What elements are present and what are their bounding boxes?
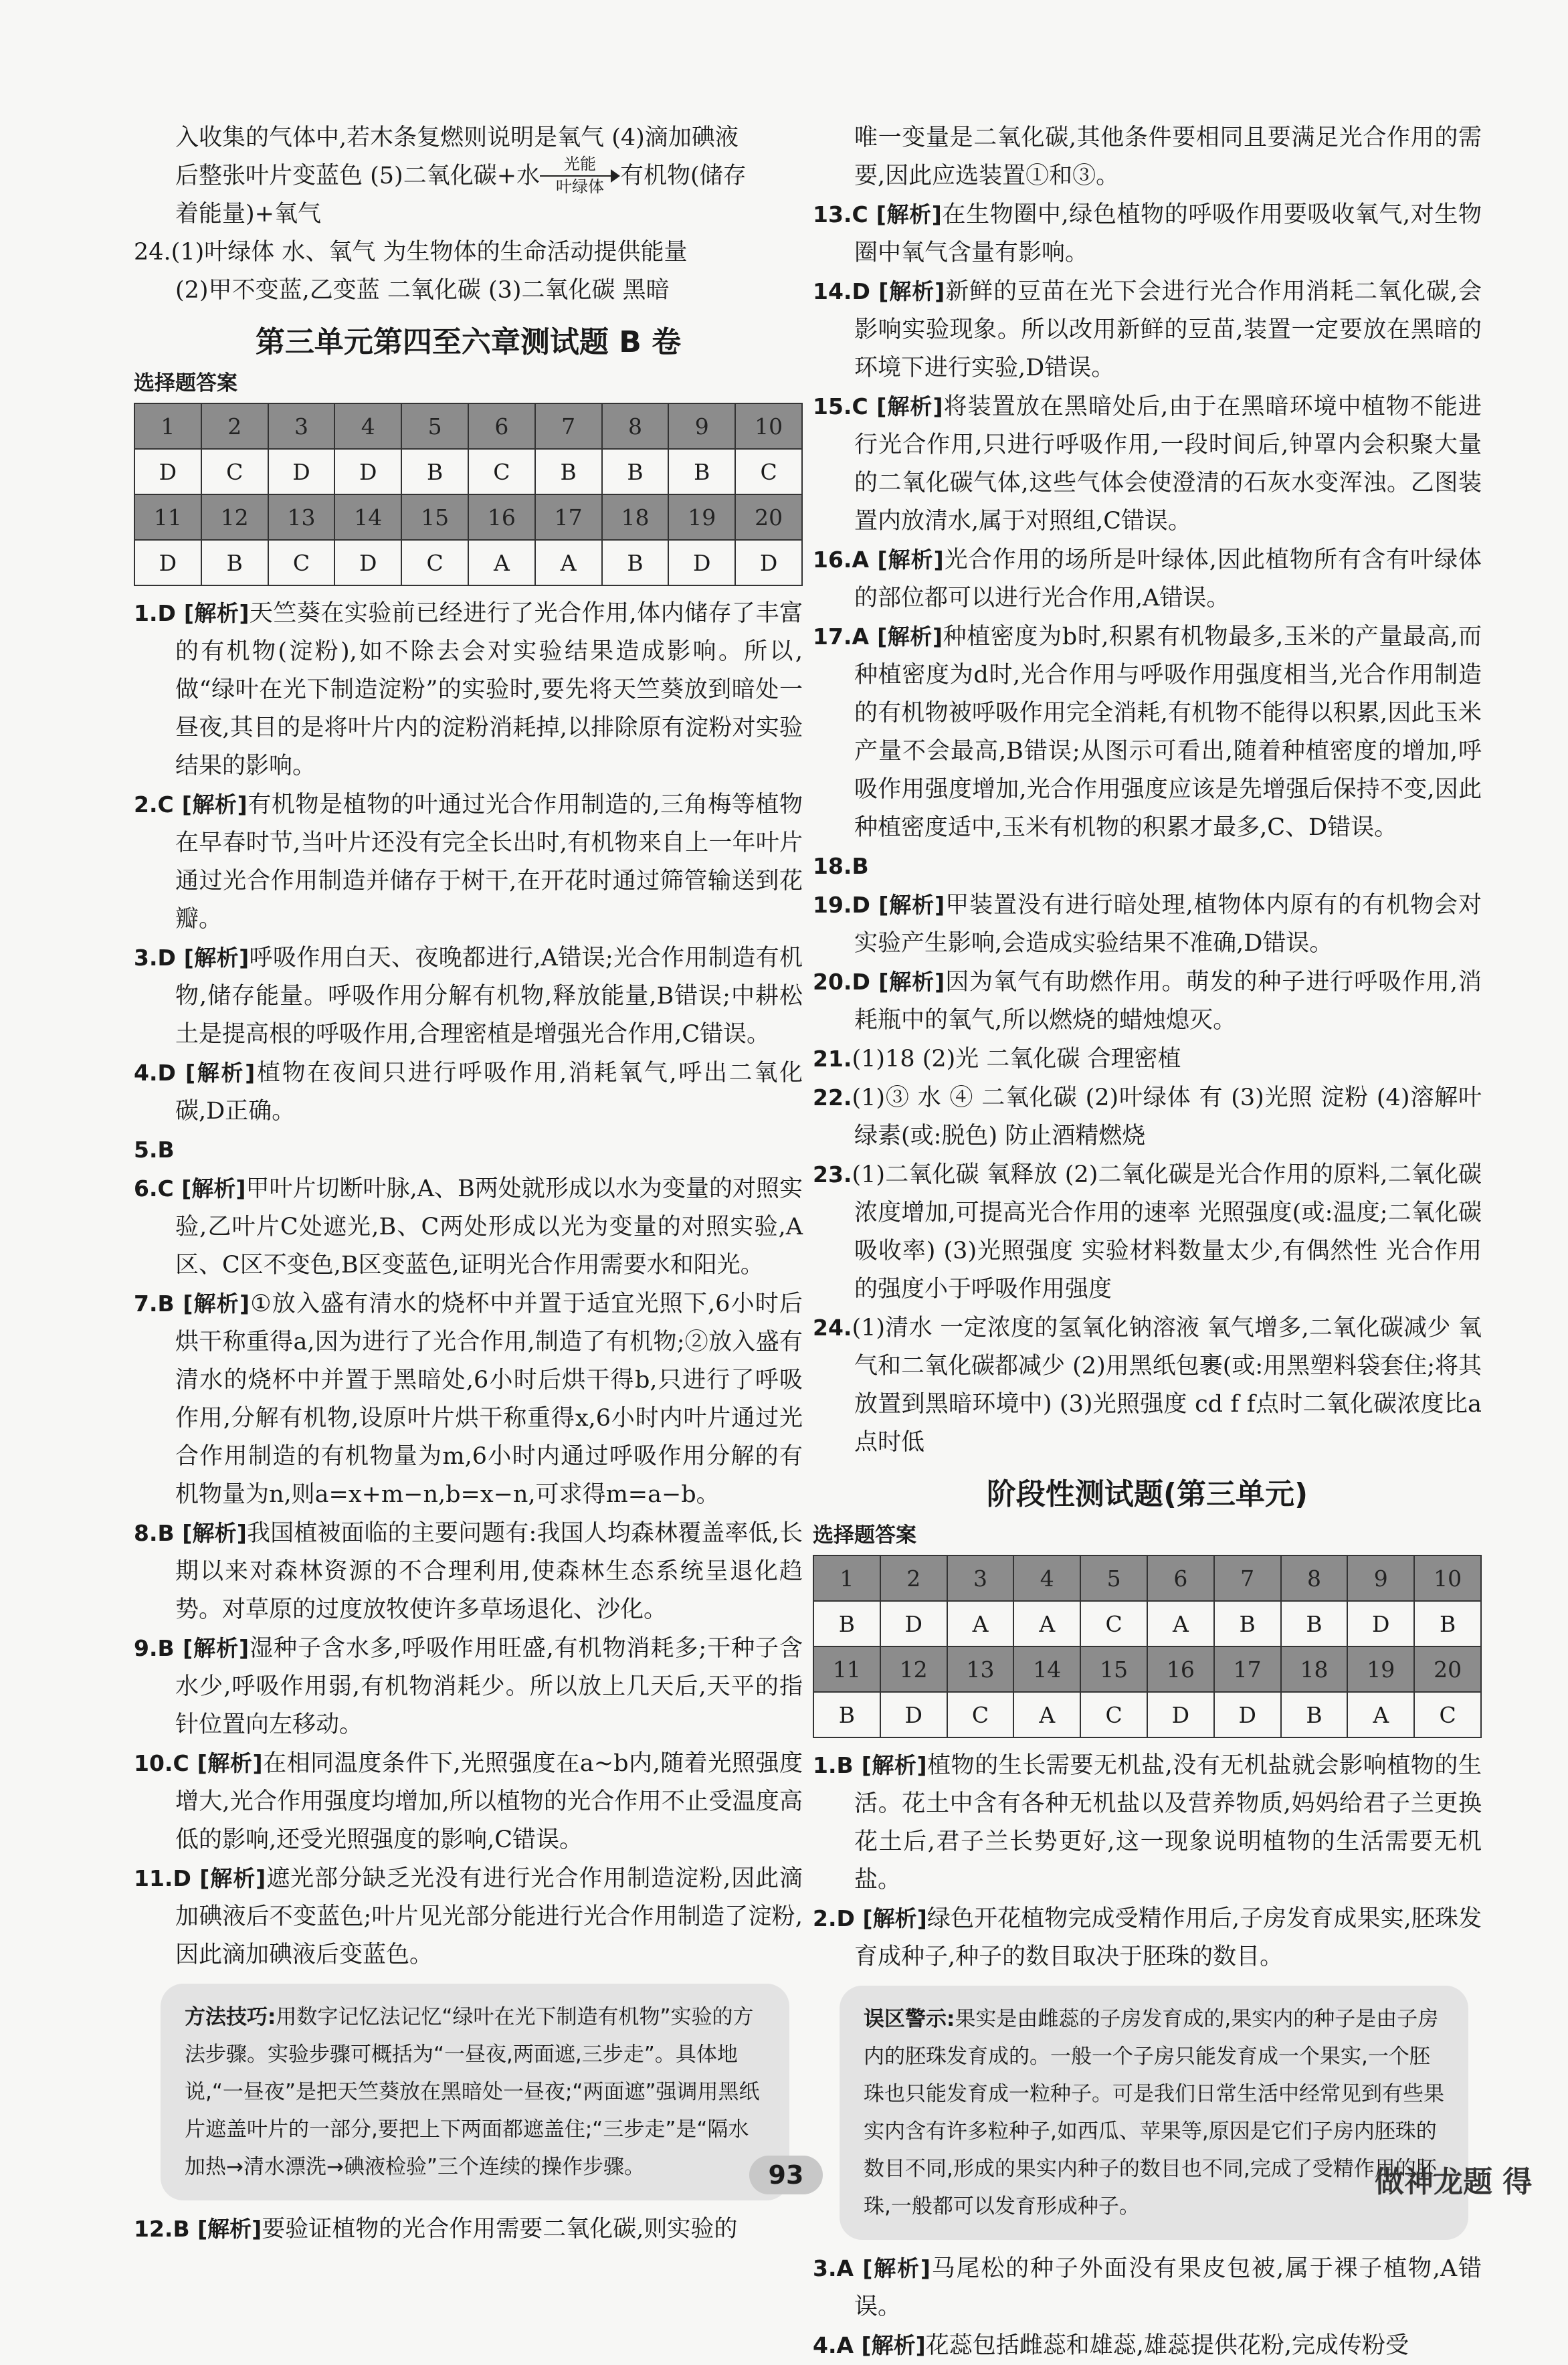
answer-cell: B <box>201 540 268 585</box>
question-number-cell: 16 <box>1147 1646 1214 1692</box>
table-row <box>134 403 802 449</box>
answer-cell: B <box>602 449 669 494</box>
question-number-cell: 8 <box>1281 1555 1348 1601</box>
answer-head: 24. <box>813 1315 852 1341</box>
answer-text: 植物在夜间只进行呼吸作用,消耗氧气,呼出二氧化碳,D正确。 <box>175 1060 803 1125</box>
table-row <box>813 1692 1481 1737</box>
question-number-cell: 15 <box>1080 1646 1147 1692</box>
answer-cell: C <box>401 540 468 585</box>
question-number-cell: 13 <box>268 494 335 540</box>
answer-head: 3.D [解析] <box>134 945 250 971</box>
question-number-cell: 11 <box>813 1646 880 1692</box>
answer-cell: D <box>880 1601 947 1646</box>
answer-cell: C <box>1080 1601 1147 1646</box>
answer-head: 14.D [解析] <box>813 278 945 304</box>
answer-cell: D <box>1147 1692 1214 1737</box>
text-line: 着能量)+氧气 <box>175 201 321 227</box>
warn-tag: 误区警示: <box>864 2007 955 2031</box>
method-tip-box <box>161 1984 789 2200</box>
answer-head: 3.A [解析] <box>813 2255 930 2281</box>
answer-head: 2.C [解析] <box>134 791 248 818</box>
answer-head: 13.C [解析] <box>813 201 942 227</box>
answer-head: 15.C [解析] <box>813 393 943 419</box>
answer-text: 绿色开花植物完成受精作用后,子房发育成果实,胚珠发育成种子,种子的数目取决于胚珠的数目。 <box>854 1905 1482 1970</box>
answer-text: 光合作用的场所是叶绿体,因此植物所有含有叶绿体的部位都可以进行光合作用,A错误。 <box>854 547 1482 611</box>
question-number-cell: 1 <box>134 403 201 449</box>
answer-cell: C <box>1080 1692 1147 1737</box>
answer-text: 我国植被面临的主要问题有:我国人均森林覆盖率低,长期以来对森林资源的不合理利用,使森林生态系统呈退化趋势。对草原的过度放牧使许多草场退化、沙化。 <box>175 1520 803 1623</box>
question-number-cell: 15 <box>401 494 468 540</box>
answer-text: 要验证植物的光合作用需要二氧化碳,则实验的 <box>262 2216 738 2243</box>
left-column <box>134 119 803 2249</box>
answer-cell: C <box>947 1692 1014 1737</box>
answer-item <box>813 847 1482 886</box>
question-number-cell: 3 <box>268 403 335 449</box>
answer-cell: D <box>880 1692 947 1737</box>
answers-label: 选择题答案 <box>134 371 237 395</box>
answer-item <box>813 195 1482 272</box>
answer-cell: A <box>947 1601 1014 1646</box>
answer-text: 将装置放在黑暗处后,由于在黑暗环境中植物不能进行光合作用,只进行呼吸作用,一段时间后,钟罩内会积聚大量的二氧化碳气体,这些气体会使澄清的石灰水变浑浊。乙图装置内放清水,属于对照组,C错误。 <box>854 393 1482 535</box>
table-row <box>813 1601 1481 1646</box>
question-number-cell: 19 <box>1347 1646 1414 1692</box>
answer-head: 7.B [解析] <box>134 1291 250 1317</box>
answer-head: 1.B [解析] <box>813 1752 927 1778</box>
answer-item: 24.(1)叶绿体 水、氧气 为生物体的生命活动提供能量 <box>134 239 688 266</box>
question-number-cell: 19 <box>668 494 735 540</box>
answer-cell: C <box>1414 1692 1481 1737</box>
answer-cell: C <box>201 449 268 494</box>
answer-head: 21. <box>813 1046 852 1072</box>
question-number-cell: 18 <box>1281 1646 1348 1692</box>
answer-item <box>813 541 1482 618</box>
question-number-cell: 7 <box>1214 1555 1281 1601</box>
answer-text: 植物的生长需要无机盐,没有无机盐就会影响植物的生活。花土中含有各种无机盐以及营养物质,妈妈给君子兰更换花土后,君子兰长势更好,这一现象说明植物的生活需要无机盐。 <box>854 1752 1482 1893</box>
question-number-cell: 2 <box>201 403 268 449</box>
answer-text: (1)18 (2)光 二氧化碳 合理密植 <box>852 1046 1181 1072</box>
text-line: 入收集的气体中,若木条复燃则说明是氧气 (4)滴加碘液 <box>175 124 739 151</box>
answer-item <box>813 1155 1482 1309</box>
answer-item <box>134 2210 803 2249</box>
answer-cell: A <box>468 540 535 585</box>
answer-item <box>813 1040 1482 1078</box>
question-number-cell: 6 <box>1147 1555 1214 1601</box>
answer-text: 甲叶片切断叶脉,A、B两处就形成以水为变量的对照实验,乙叶片C处遮光,B、C两处形成以光为变量的对照实验,A区、C区不变色,B区变蓝色,证明光合作用需要水和阳光。 <box>175 1175 803 1279</box>
table-row <box>813 1555 1481 1601</box>
answer-head: 5.B <box>134 1137 175 1163</box>
answer-cell: B <box>813 1692 880 1737</box>
answer-cell: A <box>1013 1692 1080 1737</box>
tip-tag: 方法技巧: <box>185 2005 276 2029</box>
question-number-cell: 11 <box>134 494 201 540</box>
answer-item <box>813 886 1482 963</box>
answer-text: 因为氧气有助燃作用。萌发的种子进行呼吸作用,消耗瓶中的氧气,所以燃烧的蜡烛熄灭。 <box>854 969 1482 1034</box>
answer-cell: D <box>334 449 401 494</box>
answer-list <box>813 119 1482 1462</box>
answer-item <box>134 1629 803 1744</box>
answer-item <box>134 1744 803 1859</box>
answer-cell: B <box>401 449 468 494</box>
question-number-cell: 14 <box>334 494 401 540</box>
answer-cell: C <box>735 449 802 494</box>
answer-item <box>813 618 1482 847</box>
answer-cell: D <box>134 449 201 494</box>
table-row <box>134 449 802 494</box>
answer-cell: D <box>1347 1601 1414 1646</box>
answer-item <box>134 1514 803 1629</box>
answer-item <box>813 272 1482 387</box>
answer-item <box>134 1859 803 1974</box>
answer-head: 23. <box>813 1161 852 1188</box>
answer-cell: C <box>268 540 335 585</box>
answer-head: 8.B [解析] <box>134 1520 247 1546</box>
question-number-cell: 12 <box>201 494 268 540</box>
answer-text: 在相同温度条件下,光照强度在a~b内,随着光照强度增大,光合作用强度均增加,所以植物的光合作用不止受温度高低的影响,还受光照强度的影响,C错误。 <box>175 1750 803 1853</box>
answer-cell: B <box>1281 1692 1348 1737</box>
question-number-cell: 2 <box>880 1555 947 1601</box>
answer-cell: D <box>735 540 802 585</box>
answer-cell: B <box>535 449 602 494</box>
answer-text: 花蕊包括雌蕊和雄蕊,雄蕊提供花粉,完成传粉受 <box>925 2332 1409 2359</box>
answer-head: 19.D [解析] <box>813 892 945 918</box>
page-number: 93 <box>749 2156 823 2194</box>
answer-cell: D <box>668 540 735 585</box>
answer-head: 11.D [解析] <box>134 1865 266 1891</box>
question-number-cell: 12 <box>880 1646 947 1692</box>
question-number-cell: 8 <box>602 403 669 449</box>
answer-list <box>813 1746 1482 1976</box>
warning-box <box>840 1986 1468 2240</box>
question-number-cell: 10 <box>735 403 802 449</box>
answer-text: 呼吸作用白天、夜晚都进行,A错误;光合作用制造有机物,储存能量。呼吸作用分解有机物,释放能量,B错误;中耕松土是提高根的呼吸作用,合理密植是增强光合作用,C错误。 <box>175 945 803 1048</box>
answer-text: 种植密度为b时,积累有机物最多,玉米的产量最高,而种植密度为d时,光合作用与呼吸作用强度相当,光合作用制造的有机物被呼吸作用完全消耗,有机物不能得以积累,因此玉米产量不会最高,B错误;从图示可看出,随着种植密度的增加,呼吸作用强度增加,光合作用强度应该是先增强后保持不变,因此种植密度适中,玉米有机物的积累才最多,C、D错误。 <box>854 624 1482 841</box>
answer-head: 6.C [解析] <box>134 1175 246 1202</box>
answer-cell: B <box>1214 1601 1281 1646</box>
answer-head: 9.B [解析] <box>134 1635 250 1661</box>
answer-text: (1)二氧化碳 氧释放 (2)二氧化碳是光合作用的原料,二氧化碳浓度增加,可提高光合作用的速率 光照强度(或:温度;二氧化碳吸收率) (3)光照强度 实验材料数量太少,有偶然性 光合作用的强度小于呼吸作用强度 <box>852 1161 1482 1303</box>
question-number-cell: 18 <box>602 494 669 540</box>
answer-text: 遮光部分缺乏光没有进行光合作用制造淀粉,因此滴加碘液后不变蓝色;叶片见光部分能进行光合作用制造了淀粉,因此滴加碘液后变蓝色。 <box>175 1865 803 1968</box>
arrow-top-label: 光能 <box>564 154 597 173</box>
answer-cell: A <box>1013 1601 1080 1646</box>
answer-head: 10.C [解析] <box>134 1750 263 1776</box>
question-number-cell: 7 <box>535 403 602 449</box>
question-number-cell: 9 <box>1347 1555 1414 1601</box>
equation-line <box>134 154 803 196</box>
tip-text: 用数字记忆法记忆“绿叶在光下制造有机物”实验的方法步骤。实验步骤可概括为“一昼夜,两面遮,三步走”。具体地说,“一昼夜”是把天竺葵放在黑暗处一昼夜;“两面遮”强调用黑纸片遮盖叶片的一部分,要把上下两面都遮盖住;“三步走”是“隔水加热→清水漂洗→碘液检验”三个连续的操作步骤。 <box>185 2005 760 2179</box>
question-number-cell: 5 <box>401 403 468 449</box>
answer-cell: D <box>334 540 401 585</box>
question-number-cell: 17 <box>1214 1646 1281 1692</box>
answer-cell: A <box>1347 1692 1414 1737</box>
answer-table <box>813 1555 1482 1738</box>
reaction-arrow <box>540 154 620 196</box>
answer-text: (1)③ 水 ④ 二氧化碳 (2)叶绿体 有 (3)光照 淀粉 (4)溶解叶绿素(或:脱色) 防止酒精燃烧 <box>852 1084 1482 1149</box>
answer-cell: B <box>813 1601 880 1646</box>
table-row <box>134 494 802 540</box>
table-row <box>813 1646 1481 1692</box>
answer-head: 2.D [解析] <box>813 1905 927 1931</box>
answer-cell: B <box>602 540 669 585</box>
arrow-bottom-label: 叶绿体 <box>556 177 605 196</box>
answer-item <box>134 1169 803 1285</box>
question-number-cell: 3 <box>947 1555 1014 1601</box>
question-number-cell: 20 <box>735 494 802 540</box>
answer-cell: D <box>1214 1692 1281 1737</box>
answer-text: 甲装置没有进行暗处理,植物体内原有的有机物会对实验产生影响,会造成实验结果不准确,D错误。 <box>854 892 1482 957</box>
answer-cell: D <box>268 449 335 494</box>
answer-text: ①放入盛有清水的烧杯中并置于适宜光照下,6小时后烘干称重得a,因为进行了光合作用,制造了有机物;②放入盛有清水的烧杯中并置于黑暗处,6小时后烘干得b,只进行了呼吸作用,分解有机物,设原叶片烘干称重得x,6小时内叶片通过光合作用制造的有机物量为m,6小时内通过呼吸作用分解的有机物量为n,则a=x+m−n,b=x−n,可求得m=a−b。 <box>175 1291 803 1508</box>
text-line: (2)甲不变蓝,乙变蓝 二氧化碳 (3)二氧化碳 黑暗 <box>175 277 670 304</box>
question-number-cell: 9 <box>668 403 735 449</box>
answers-label: 选择题答案 <box>813 1523 916 1547</box>
answer-head: 20.D [解析] <box>813 969 945 995</box>
answer-head: 16.A [解析] <box>813 547 944 573</box>
answer-text: (1)清水 一定浓度的氢氧化钠溶液 氧气增多,二氧化碳减少 氧气和二氧化碳都减少 (2)用黑纸包裹(或:用黑塑料袋套住;将其放置到黑暗环境中) (3)光照强度 cd f f点时二氧化碳浓度比a点时低 <box>852 1315 1482 1456</box>
answer-head: 4.A [解析] <box>813 2332 926 2358</box>
answer-item <box>813 963 1482 1040</box>
answer-item <box>813 1078 1482 1155</box>
answer-cell: B <box>668 449 735 494</box>
answer-item <box>134 1285 803 1514</box>
answer-item <box>134 785 803 939</box>
table-row <box>134 540 802 585</box>
answer-item <box>813 119 1482 195</box>
answer-head: 17.A [解析] <box>813 624 943 650</box>
answer-item <box>813 2326 1482 2365</box>
question-number-cell: 16 <box>468 494 535 540</box>
question-number-cell: 14 <box>1013 1646 1080 1692</box>
answer-head: 12.B [解析] <box>134 2216 262 2242</box>
warn-text: 果实是由雌蕊的子房发育成的,果实内的种子是由子房内的胚珠发育成的。一般一个子房只能发育成一个果实,一个胚珠也只能发育成一粒种子。可是我们日常生活中经常见到有些果实内含有许多粒种子,如西瓜、苹果等,原因是它们子房内胚珠的数目不同,形成的果实内种子的数目也不同,完成了受精作用的胚珠,一般都可以发育形成种子。 <box>864 2007 1444 2218</box>
answer-head: 22. <box>813 1084 852 1111</box>
answer-cell: C <box>468 449 535 494</box>
brand-text: 做神龙题 得 <box>1375 2165 1533 2199</box>
answer-table <box>134 403 803 586</box>
answer-cell: B <box>1414 1601 1481 1646</box>
answer-text: 新鲜的豆苗在光下会进行光合作用消耗二氧化碳,会影响实验现象。所以改用新鲜的豆苗,装置一定要放在黑暗的环境下进行实验,D错误。 <box>854 278 1482 381</box>
section-title: 阶段性测试题(第三单元) <box>986 1477 1308 1511</box>
question-number-cell: 10 <box>1414 1555 1481 1601</box>
equation-text: 有机物(储存 <box>620 163 747 189</box>
answer-item <box>813 2249 1482 2326</box>
answer-head: 18.B <box>813 853 869 879</box>
question-number-cell: 6 <box>468 403 535 449</box>
answer-text: 湿种子含水多,呼吸作用旺盛,有机物消耗多;干种子含水少,呼吸作用弱,有机物消耗少。所以放上几天后,天平的指针位置向左移动。 <box>175 1635 803 1738</box>
answer-text: 天竺葵在实验前已经进行了光合作用,体内储存了丰富的有机物(淀粉),如不除去会对实验结果造成影响。所以,做“绿叶在光下制造淀粉”的实验时,要先将天竺葵放到暗处一昼夜,其目的是将叶片内的淀粉消耗掉,以排除原有淀粉对实验结果的影响。 <box>175 600 803 779</box>
question-number-cell: 4 <box>1013 1555 1080 1601</box>
answer-text: 有机物是植物的叶通过光合作用制造的,三角梅等植物在早春时节,当叶片还没有完全长出时,有机物来自上一年叶片通过光合作用制造并储存于树干,在开花时通过筛管输送到花瓣。 <box>175 791 803 933</box>
answer-item <box>813 387 1482 541</box>
answer-text: 马尾松的种子外面没有果皮包被,属于裸子植物,A错误。 <box>854 2255 1482 2320</box>
answer-item <box>813 1899 1482 1976</box>
question-number-cell: 17 <box>535 494 602 540</box>
question-number-cell: 5 <box>1080 1555 1147 1601</box>
answer-item <box>134 939 803 1054</box>
answer-cell: D <box>134 540 201 585</box>
answer-head: 4.D [解析] <box>134 1060 256 1086</box>
answer-list <box>134 594 803 1974</box>
answer-item <box>134 1054 803 1131</box>
right-column <box>813 119 1482 2365</box>
answer-head: 1.D [解析] <box>134 600 250 626</box>
answer-cell: A <box>535 540 602 585</box>
question-number-cell: 13 <box>947 1646 1014 1692</box>
answer-item <box>134 594 803 785</box>
question-number-cell: 1 <box>813 1555 880 1601</box>
answer-cell: B <box>1281 1601 1348 1646</box>
question-number-cell: 20 <box>1414 1646 1481 1692</box>
answer-item <box>813 1746 1482 1899</box>
answer-cell: A <box>1147 1601 1214 1646</box>
answer-item <box>134 1131 803 1169</box>
answer-text: 在生物圈中,绿色植物的呼吸作用要吸收氧气,对生物圈中氧气含量有影响。 <box>854 201 1482 266</box>
answer-text: 唯一变量是二氧化碳,其他条件要相同且要满足光合作用的需要,因此应选装置①和③。 <box>854 124 1482 189</box>
section-title: 第三单元第四至六章测试题 B 卷 <box>255 325 682 359</box>
question-number-cell: 4 <box>334 403 401 449</box>
answer-item <box>813 1309 1482 1462</box>
equation-text: 后整张叶片变蓝色 (5)二氧化碳+水 <box>175 163 541 189</box>
answer-list <box>813 2249 1482 2365</box>
